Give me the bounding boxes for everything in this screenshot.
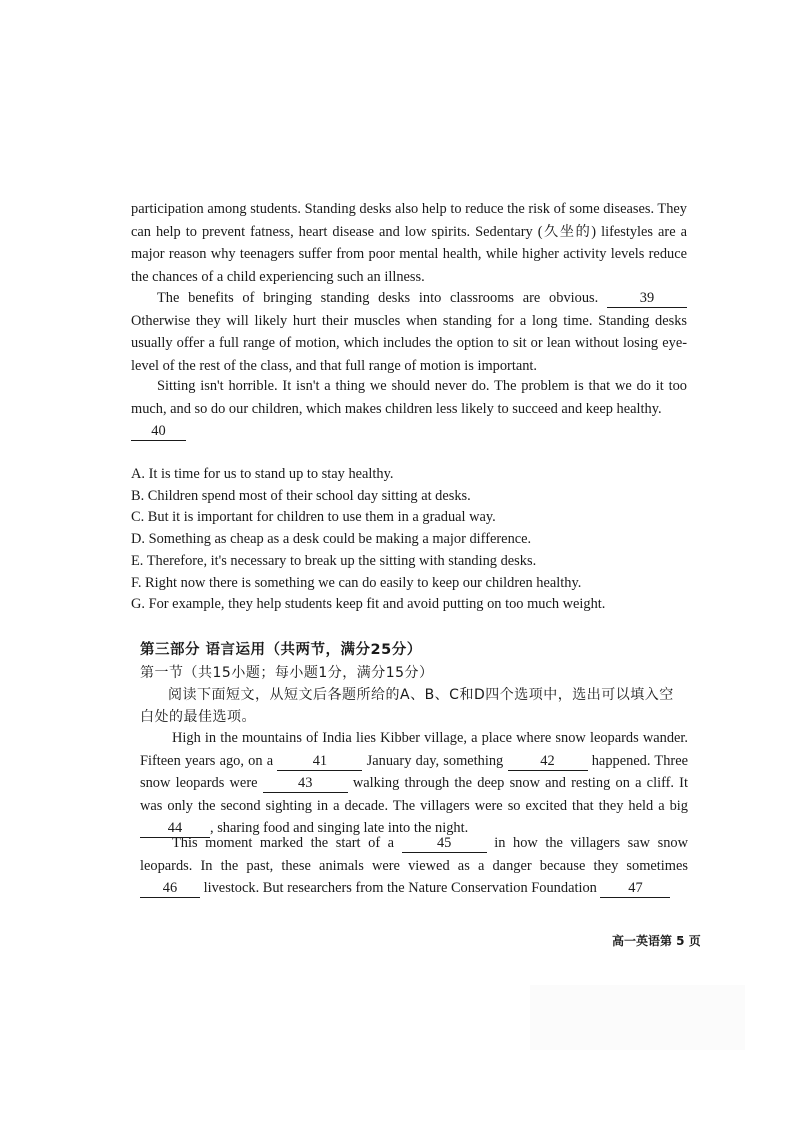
option-b: B. Children spend most of their school day sitting at desks. xyxy=(131,487,471,504)
paragraph-continuation: participation among students. Standing desks also help to reduce the risk of some diseases. They can help to prevent fatness, heart disease and low spirits. Sedentary (久坐的) lifestyles are a major reason why teenagers suffer from poor mental health, while higher activity levels reduce the chances of a child experiencing such an illness. xyxy=(131,201,687,285)
blank-46[interactable]: 46 xyxy=(140,880,200,898)
moment-text-2: in how the villagers saw snow leopards. In the past, these animals were viewed as a danger because they sometimes xyxy=(140,835,688,874)
paragraph-moment xyxy=(140,832,688,900)
option-f: F. Right now there is something we can do easily to keep our children healthy. xyxy=(131,574,582,591)
blank-39[interactable]: 39 xyxy=(607,290,687,308)
blank-43[interactable]: 43 xyxy=(263,775,348,793)
sitting-text: Sitting isn't horrible. It isn't a thing we should never do. The problem is that we do it too much, and so do our children, which makes children less likely to succeed and keep healthy. xyxy=(131,378,687,417)
answer-options xyxy=(131,464,605,616)
blank-42[interactable]: 42 xyxy=(508,753,588,771)
blank-40[interactable]: 40 xyxy=(131,423,186,441)
section-subtitle: 第一节（共15小题；每小题1分，满分15分） xyxy=(140,665,434,681)
option-g: G. For example, they help students keep fit and avoid putting on too much weight. xyxy=(131,596,606,613)
paragraph-sitting xyxy=(131,375,687,443)
kibber-text-3: happened. Three snow leopards were xyxy=(140,752,688,791)
blank-45[interactable]: 45 xyxy=(402,835,487,853)
kibber-text-4: walking through the deep snow and resting on a cliff. It was only the second sighting in a decade. The villagers were so excited that they held a big xyxy=(140,775,688,814)
kibber-text-2: January day, something xyxy=(366,752,504,769)
page-footer: 高一英语第 5 页 xyxy=(612,934,701,948)
section-instructions: 阅读下面短文，从短文后各题所给的A、B、C和D四个选项中，选出可以填入空白处的最佳选项。 xyxy=(140,687,674,725)
option-c: C. But it is important for children to use them in a gradual way. xyxy=(131,509,496,526)
option-a: A. It is time for us to stand up to stay healthy. xyxy=(131,466,394,482)
paragraph-benefits xyxy=(131,287,687,377)
option-d: D. Something as cheap as a desk could be making a major difference. xyxy=(131,531,532,548)
paragraph-kibber xyxy=(140,727,688,840)
scan-background-mark xyxy=(530,985,745,1050)
kibber-text-1: High in the mountains of India lies Kibber village, a place where snow leopards wander. Fifteen years ago, on a xyxy=(140,730,688,769)
benefits-text: The benefits of bringing standing desks into classrooms are obvious. xyxy=(157,290,599,306)
blank-44[interactable]: 44 xyxy=(140,820,210,838)
moment-text-1: This moment marked the start of a xyxy=(172,835,395,851)
section-title: 第三部分 语言运用（共两节，满分25分） xyxy=(140,642,422,658)
option-e: E. Therefore, it's necessary to break up the sitting with standing desks. xyxy=(131,552,537,569)
benefits-text-after: Otherwise they will likely hurt their muscles when standing for a long time. Standing desks usually offer a full range of motion, which includes the option to sit or lean without losing eye-level of the rest of the class, and that full range of motion is important. xyxy=(131,312,687,374)
moment-text-3: livestock. But researchers from the Nature Conservation Foundation xyxy=(203,880,597,896)
kibber-text-5: , sharing food and singing late into the night. xyxy=(210,820,469,836)
blank-41[interactable]: 41 xyxy=(277,753,362,771)
blank-47[interactable]: 47 xyxy=(600,880,670,898)
